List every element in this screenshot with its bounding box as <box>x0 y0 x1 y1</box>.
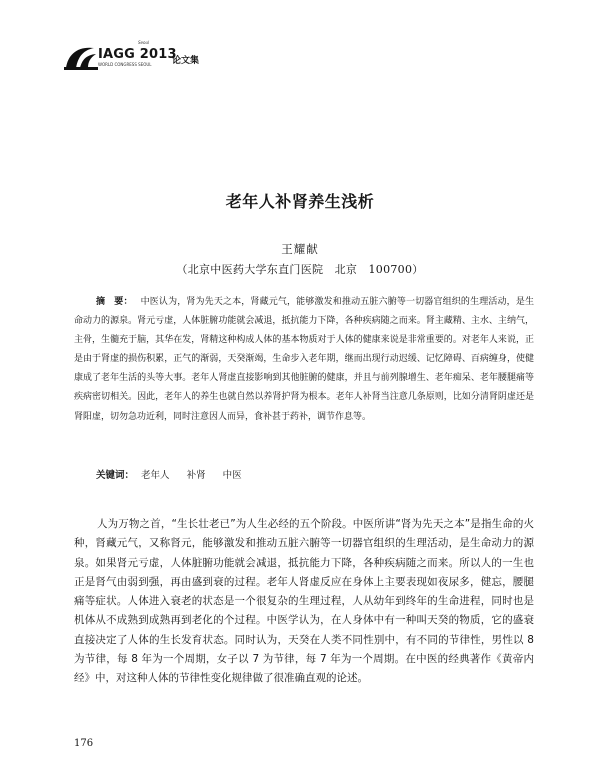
body-paragraph: 人为万物之首，“生长壮老已”为人生必经的五个阶段。中医所讲“肾为先天之本”是指生命的火种，肾藏元气，又称肾元，能够激发和推动五脏六腑等一切器官组织的生理活动，是生命动力的源泉。如果肾元亏虚，人体脏腑功能就会减退，抵抗能力下降，各种疾病随之而来。所以人的一生也正是肾气由弱到强，再由盛到衰的过程。老年人肾虚反应在身体上主要表现如夜尿多，健忘，腰腿痛等症状。人体进入衰老的状态是一个很复杂的生理过程，人从幼年到终年的生命进程，同时也是机体从不成熟到成熟再到老化的个过程。中医学认为，在人身体中有一种叫天癸的物质，它的盛衰直接决定了人体的生长发育状态。同时认为，天癸在人类不同性别中，有不同的节律性，男性以 8 为节律，每 8 年为一个周期，女子以 7 为节律，每 7 年为一个周期。在中医的经典著作《黄帝内经》中，对这种人体的节律性变化规律做了很准确直观的论述。 <box>74 518 534 685</box>
keyword: 中医 <box>222 470 242 481</box>
keywords <box>96 467 256 481</box>
keyword: 补肾 <box>186 470 206 481</box>
conference-header <box>64 38 264 74</box>
logo-subtext: WORLD CONGRESS SEOUL <box>98 62 152 67</box>
logo-tagline: Seoul <box>138 40 150 45</box>
abstract-text: 中医认为，肾为先天之本，肾藏元气，能够激发和推动五脏六腑等一切器官组织的生理活动，是生命动力的源泉。肾元亏虚，人体脏腑功能就会减退，抵抗能力下降，各种疾病随之而来。肾主藏精、主水、主纳气，主骨，生髓充于脑，其华在发，肾精这种构成人体的基本物质对于人体的健康来说是非常重要的。对老年人来说，正是由于肾虚的损伤积累，正气的渐弱，天癸渐竭，生命步入老年期，继而出现行动迟缓、记忆障碍、百病缠身，使健康成了老年生活的头等大事。老年人肾虚直接影响到其他脏腑的健康，并且与前列腺增生、老年痴呆、老年腰腿痛等疾病密切相关。因此，老年人的养生也就自然以养肾护肾为根本。老年人补肾当注意几条原则，比如分清肾阴虚还是肾阳虚，切勿急功近利，同时注意因人而异，食补甚于药补，调节作息等。 <box>74 297 534 422</box>
paper-title: 老年人补肾养生浅析 <box>225 192 375 211</box>
abstract <box>74 293 534 427</box>
collection-label: 论文集 <box>172 56 200 66</box>
keywords-label: 关键词： <box>96 470 135 481</box>
author-affiliation: （北京中医药大学东直门医院 北京 100700） <box>176 263 424 276</box>
paper-author: 王耀献 <box>281 242 319 256</box>
page-number: 176 <box>74 738 94 749</box>
conference-logo-icon <box>64 44 98 70</box>
abstract-label: 摘 要： <box>96 297 133 307</box>
keyword: 老年人 <box>141 470 170 481</box>
logo-text: IAGG 2013 <box>98 47 177 62</box>
